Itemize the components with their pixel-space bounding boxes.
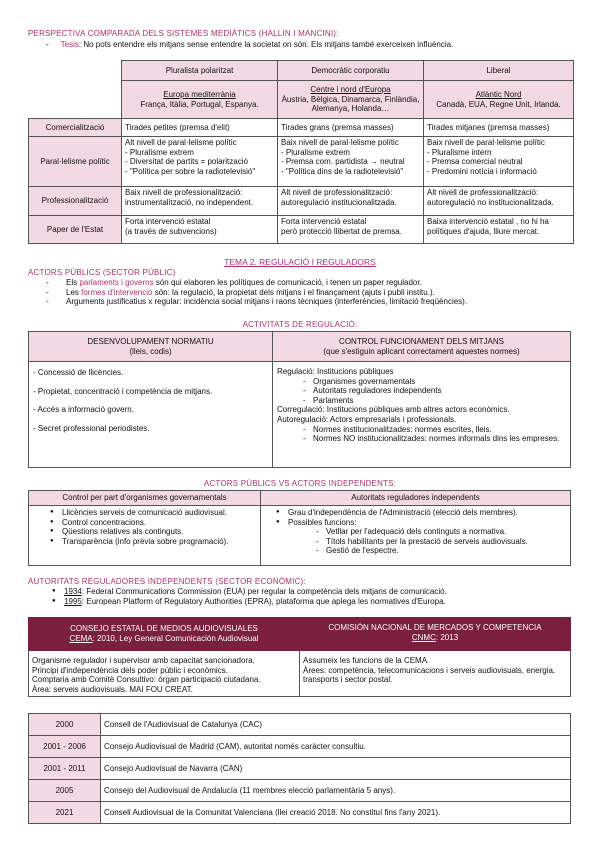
- region-countries: Canadà, EUA, Regne Unit, Irlanda.: [436, 99, 561, 109]
- timeline-text: Consejo Audiovisual de Madrid (CAM), autoritat només caràcter consultiu.: [101, 736, 571, 758]
- list-item: ● Control concentracions.: [62, 518, 257, 528]
- actors-left-body: [29, 506, 261, 566]
- row-label: Paral·lelisme polític: [29, 137, 122, 187]
- cell: [278, 216, 424, 244]
- col-header-liberal: Liberal: [424, 61, 574, 81]
- list-item: - Títols habilitants per la prestació de serveis audiovisuals.: [326, 537, 567, 547]
- list-item: ● Llicències serveis de comunicació audiovisual.: [62, 508, 257, 518]
- cell: [278, 187, 424, 216]
- bullet-text: Els: [66, 278, 80, 287]
- region-cell: [424, 81, 574, 119]
- list-item: - Gestió de l'espectre.: [326, 546, 567, 556]
- head-sub: (lleis, codis): [129, 346, 172, 356]
- cell-line: però protecció llibertat de premsa.: [281, 226, 402, 236]
- cell-line: Baixa intervenció estatal , no hi ha: [427, 217, 549, 226]
- tema-title: TEMA 2. REGULACIÓ I REGULADORS: [224, 257, 376, 267]
- cell: [424, 187, 574, 216]
- tesis-line: - Tesis: No pots entendre els mitjans sense entendre la societat on són. Els mitjans també exerceixen influència.: [46, 40, 454, 49]
- regulacio-list: [277, 377, 566, 406]
- tesis-label: Tesis: [60, 40, 79, 49]
- actors-right-list: [264, 508, 567, 527]
- actors-vs-table: [28, 490, 571, 566]
- cell: [122, 216, 278, 244]
- timeline-year: 2001 - 2006: [29, 736, 101, 758]
- list-item: ● Transparència (info prèvia sobre programació).: [62, 537, 257, 547]
- cnmc-abbr: CNMC: [411, 632, 436, 642]
- cell-line: Forta intervenció estatal: [125, 217, 211, 226]
- cell-line: Alt nivell de professionalització:: [427, 188, 539, 197]
- timeline-year: 2005: [29, 780, 101, 802]
- bullet-highlight: parlaments i governs: [79, 278, 154, 287]
- cell-line: - Premsa comercial neutral: [427, 157, 523, 167]
- cell: [122, 137, 278, 187]
- list-item: - Vetllar per l'adequació dels continguts a normativa.: [326, 527, 567, 537]
- activitats-title: ACTIVITATS DE REGULACIÓ:: [242, 320, 358, 329]
- autoregulacio-line: Autoregulació: Actors empresarials i professionals.: [277, 414, 457, 424]
- actors-left-list: [32, 508, 257, 546]
- body-line: Àrees: competència, telecomunicacions i serveis audiovisuals, energia, transports i sector postal.: [303, 665, 556, 685]
- actors-right-head: Autoritats reguladores independents: [261, 491, 571, 506]
- timeline-table: [28, 713, 571, 824]
- row-label: Paper de l'Estat: [29, 216, 122, 244]
- list-item: - Autoritats reguladores independents: [313, 386, 566, 396]
- activitats-left-head: [29, 332, 273, 362]
- list-item: - Parlaments: [313, 396, 566, 406]
- cell: Tirades petites (premsa d'elit): [122, 119, 278, 137]
- timeline-year: 2001 - 2011: [29, 758, 101, 780]
- autoritats-title: AUTORITATS REGULADORES INDEPENDENTS (SECTOR ECONÒMIC):: [28, 577, 306, 586]
- cell-line: (a través de subvencions): [125, 226, 217, 236]
- autoritats-item: [64, 587, 447, 597]
- list-item: - Normes NO institucionalitzades: normes informals dins les empreses.: [313, 434, 566, 444]
- head-text: CONTROL FUNCIONAMENT DELS MITJANS: [339, 336, 504, 346]
- bullet-item: - Els parlaments i governs són qui elaboren les polítiques de comunicació, i tenen un paper regulador.: [46, 278, 422, 287]
- timeline-text: Consejo del Audiovisual de Andalucía (11 membres elecció parlamentària 5 anys).: [101, 780, 571, 802]
- col-header-democratic: Democràtic corporatiu: [278, 61, 424, 81]
- body-line: Principi d'independència dels poder públic i econòmics.: [32, 665, 228, 675]
- autoregulacio-list: [277, 425, 566, 444]
- bullet-text: Arguments justificatius x regular: incidència social mitjans i raons tècniques (interferències, limitació freqüències).: [66, 297, 468, 307]
- region-cell: [278, 81, 424, 119]
- region-cell: [122, 81, 278, 119]
- body-line: Organisme regulador i supervisor amb capacitat sancionadora.: [32, 656, 255, 665]
- year: 1934: [64, 587, 82, 596]
- cell-line: - Predomini notícia i informació: [427, 166, 537, 176]
- cell-line: Baix nivell de paral·lelisme polític: [281, 138, 399, 147]
- bullet-text: Les: [66, 287, 82, 297]
- cnmc-sub: : 2013: [435, 632, 459, 642]
- cema-title: CONSEJO ESTATAL DE MEDIOS AUDIOVISUALES: [70, 624, 258, 634]
- autoritats-item: [64, 597, 447, 607]
- cell-line: Baix nivell de paral·lelisme polític: [427, 138, 545, 147]
- region-name: Atlàntic Nord: [475, 89, 522, 99]
- list-item: ● Grau d'independència de l'Administració (elecció dels membres).: [288, 508, 567, 518]
- regulacio-line: Regulació: Institucions públiques: [277, 367, 394, 376]
- cell-line: Baix nivell de professionalització:: [125, 188, 243, 197]
- cell-line: autoregulació institucionalitzada.: [281, 197, 397, 207]
- actors-left-head: Control per part d'organismes governamentals: [29, 491, 261, 506]
- cell-line: Alt nivell de professionalització:: [281, 188, 393, 197]
- cell: [424, 216, 574, 244]
- cnmc-header: [300, 618, 571, 651]
- timeline-year: 2021: [29, 802, 101, 824]
- list-item: ● Possibles funcions:: [288, 518, 567, 528]
- cema-cnmc-table: [28, 617, 571, 697]
- cell: Tirades grans (premsa masses): [278, 119, 424, 137]
- actors-title: ACTORS PÚBLICS (SECTOR PÚBLIC): [28, 268, 176, 277]
- body-line: Assumeix les funcions de la CEMA.: [303, 656, 430, 665]
- cell: Tirades mitjanes (premsa masses): [424, 119, 574, 137]
- cell-line: - "Política per sobre la radiotelevisió": [125, 166, 256, 176]
- list-item: - Normes institucionalitzades: normes escrites, lleis.: [313, 425, 566, 435]
- region-countries: Àustria, Bèlgica, Dinamarca, Finlàndia, Alemanya, Holanda…: [281, 94, 420, 114]
- list-item: - Secret professional periodistes.: [33, 423, 150, 433]
- region-countries: França, Itàlia, Portugal, Espanya.: [140, 99, 259, 109]
- cnmc-title: COMISIÓN NACIONAL DE MERCADOS Y COMPETENCIA: [328, 623, 542, 632]
- timeline-text: Consell de l'Audiovisual de Catalunya (CAC): [101, 714, 571, 736]
- region-name: Europa mediterrània: [163, 89, 236, 99]
- list-item: - Concessió de llicències.: [33, 368, 124, 377]
- cnmc-body: [300, 651, 571, 697]
- row-label: Professionalització: [29, 187, 122, 216]
- section-title: PERSPECTIVA COMPARADA DELS SISTEMES MEDIÀTICS (HALLIN I MANCINI):: [28, 29, 339, 38]
- models-table: [28, 60, 574, 244]
- cell-line: - Premsa com. partidista → neutral: [281, 157, 405, 167]
- actors-vs-title: ACTORS PÚBLICS VS ACTORS INDEPENDENTS:: [203, 479, 397, 488]
- list-item: ● Qüestions relatives als continguts.: [62, 527, 257, 537]
- activitats-left-body: [29, 362, 273, 468]
- timeline-text: Consejo Audiovisual de Navarra (CAN): [101, 758, 571, 780]
- cell-line: - Diversitat de partits = polarització: [125, 157, 248, 167]
- corregulacio-line: Corregulació: Institucions públiques amb altres actors econòmics.: [277, 405, 510, 415]
- region-name: Centre i nord d'Europa: [310, 85, 391, 95]
- list-item: - Accés a informació govern.: [33, 405, 134, 415]
- year: 1995: [64, 596, 82, 606]
- item-text: : European Platform of Regulatory Authorities (EPRA), plataforma que aplega les normatives d'Europa.: [81, 596, 446, 606]
- tema-bullets: [46, 278, 586, 307]
- timeline-year: 2000: [29, 714, 101, 736]
- cell-line: polítiques d'ajuda, lliure mercat.: [427, 226, 540, 236]
- bullet-item: - Les formes d'intervenció són: la regulació, la propietat dels mitjans i el finançament (ajuts i publi institu.).: [46, 287, 435, 297]
- cell: [424, 137, 574, 187]
- cell-line: - Pluralisme extrem: [281, 147, 350, 157]
- cell-line: Alt nivell de paral·lelisme polític: [125, 138, 237, 147]
- cell-line: instrumentalització, no independent.: [125, 197, 254, 207]
- actors-right-sublist: [264, 527, 567, 556]
- list-item: - Organismes governamentals: [313, 377, 566, 387]
- actors-right-body: [261, 506, 571, 566]
- head-text: DESENVOLUPAMENT NORMATIU: [87, 336, 214, 346]
- cema-body: [29, 651, 300, 697]
- col-header-pluralista: Pluralista polaritzat: [122, 61, 278, 81]
- cell-line: - "Política dins de la radiotelevisió": [281, 166, 404, 176]
- list-item: - Propietat, concentració i competència de mitjans.: [33, 386, 213, 396]
- bullet-text: són qui elaboren les polítiques de comunicació, i tenen un paper regulador.: [153, 278, 422, 287]
- item-text: : Federal Communications Commission (EUA) per regular la competència dels mitjans de comunicació.: [81, 587, 447, 596]
- autoritats-list: [28, 587, 447, 606]
- bullet-item: - Arguments justificatius x regular: incidència social mitjans i raons tècniques (interferències, limitació freqüències).: [46, 297, 468, 307]
- cema-header: [29, 618, 300, 651]
- cell: [278, 137, 424, 187]
- bullet-highlight: formes d'intervenció: [81, 287, 153, 297]
- activitats-table: [28, 331, 571, 468]
- cell-line: Forta intervenció estatal: [281, 217, 367, 226]
- activitats-right-body: [273, 362, 571, 468]
- body-line: Comptaria amb Comitè Consultivo: òrgan participació ciutadana.: [32, 675, 261, 685]
- body-line: Àrea: serveis audiovisuals. MAI FOU CREAT.: [32, 684, 193, 694]
- bullet-text: són: la regulació, la propietat dels mitjans i el finançament (ajuts i publi institu.).: [152, 287, 435, 297]
- cell-line: autoregulació no institucionalitzada.: [427, 197, 554, 207]
- row-label: Comercialització: [29, 119, 122, 137]
- tesis-text: : No pots entendre els mitjans sense entendre la societat on són. Els mitjans també exerceixen influència.: [78, 40, 454, 49]
- cema-sub: : 2010, Ley General Comunicación Audiovisual: [92, 634, 259, 643]
- timeline-text: Consell Audiovisual de la Comunitat Valenciana (llei creació 2018. No constituí fins l'any 2021).: [101, 802, 571, 824]
- head-sub: (que s'estiguin aplicant correctament aquestes normes): [323, 346, 520, 356]
- activitats-right-head: [273, 332, 571, 362]
- cema-abbr: CEMA: [69, 634, 93, 643]
- cell-line: - Pluralisme extrem: [125, 147, 194, 157]
- cell: [122, 187, 278, 216]
- cell-line: - Pluralisme intern: [427, 147, 492, 157]
